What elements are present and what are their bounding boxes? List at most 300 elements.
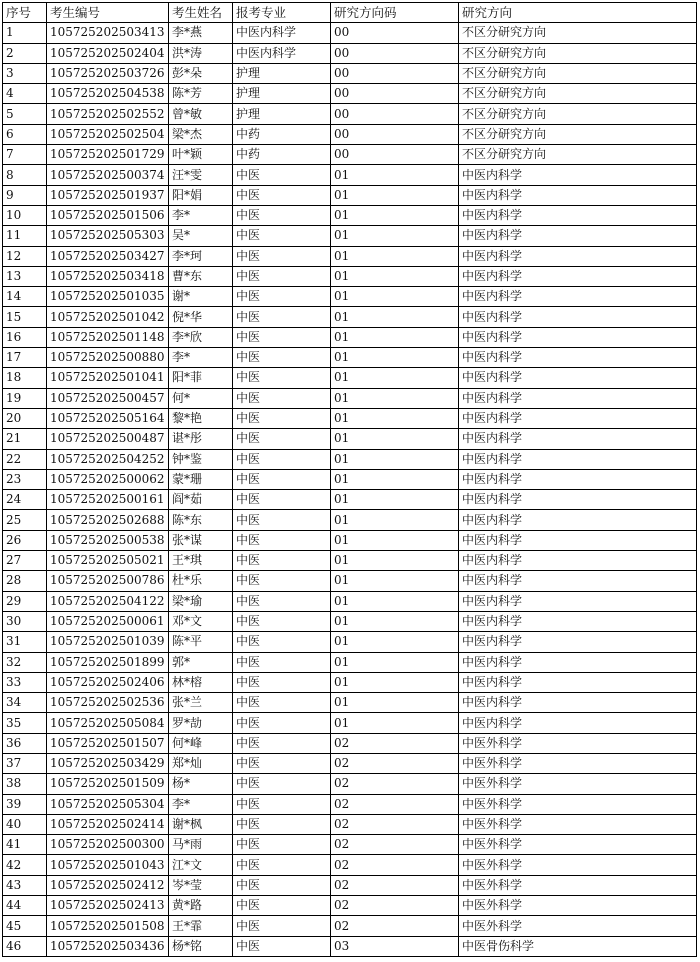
major-cell: 中医 <box>233 408 331 428</box>
direction-code-cell: 01 <box>331 388 459 408</box>
table-row <box>3 611 697 631</box>
direction-cell: 不区分研究方向 <box>459 124 697 144</box>
direction-cell: 中医内科学 <box>459 307 697 327</box>
direction-cell: 不区分研究方向 <box>459 104 697 124</box>
direction-cell: 不区分研究方向 <box>459 43 697 63</box>
major-cell: 中医 <box>233 530 331 550</box>
candidate-name-cell: 岑*莹 <box>169 875 233 895</box>
direction-cell: 中医内科学 <box>459 693 697 713</box>
direction-code-cell: 01 <box>331 469 459 489</box>
major-cell: 中医 <box>233 733 331 753</box>
candidate-id-cell: 105725202502404 <box>47 43 169 63</box>
serial-cell: 6 <box>3 124 47 144</box>
candidate-id-cell: 105725202503413 <box>47 23 169 43</box>
major-cell: 中医 <box>233 611 331 631</box>
serial-cell: 32 <box>3 652 47 672</box>
serial-cell: 16 <box>3 327 47 347</box>
serial-cell: 22 <box>3 449 47 469</box>
candidate-id-cell: 105725202500374 <box>47 165 169 185</box>
direction-cell: 中医内科学 <box>459 530 697 550</box>
header-cell-candidate-id: 考生编号 <box>47 3 169 23</box>
major-cell: 中医 <box>233 205 331 225</box>
candidate-name-cell: 李* <box>169 348 233 368</box>
serial-cell: 3 <box>3 63 47 83</box>
serial-cell: 33 <box>3 672 47 692</box>
direction-code-cell: 02 <box>331 774 459 794</box>
serial-cell: 43 <box>3 875 47 895</box>
major-cell: 中医 <box>233 652 331 672</box>
serial-cell: 23 <box>3 469 47 489</box>
candidate-name-cell: 李*燕 <box>169 23 233 43</box>
table-row <box>3 368 697 388</box>
direction-cell: 中医外科学 <box>459 875 697 895</box>
direction-cell: 中医内科学 <box>459 368 697 388</box>
table-row <box>3 287 697 307</box>
major-cell: 中医 <box>233 774 331 794</box>
table-row <box>3 226 697 246</box>
serial-cell: 12 <box>3 246 47 266</box>
direction-cell: 中医外科学 <box>459 896 697 916</box>
candidate-id-cell: 105725202505084 <box>47 713 169 733</box>
direction-code-cell: 03 <box>331 936 459 956</box>
direction-cell: 不区分研究方向 <box>459 84 697 104</box>
candidate-id-cell: 105725202502413 <box>47 896 169 916</box>
serial-cell: 27 <box>3 551 47 571</box>
direction-code-cell: 02 <box>331 835 459 855</box>
major-cell: 中医内科学 <box>233 43 331 63</box>
candidate-name-cell: 曹*东 <box>169 266 233 286</box>
serial-cell: 17 <box>3 348 47 368</box>
major-cell: 中医 <box>233 510 331 530</box>
serial-cell: 39 <box>3 794 47 814</box>
serial-cell: 28 <box>3 571 47 591</box>
header-cell-serial: 序号 <box>3 3 47 23</box>
table-row <box>3 388 697 408</box>
candidate-id-cell: 105725202500300 <box>47 835 169 855</box>
major-cell: 护理 <box>233 63 331 83</box>
candidate-name-cell: 邓*文 <box>169 611 233 631</box>
candidate-id-cell: 105725202501899 <box>47 652 169 672</box>
direction-code-cell: 01 <box>331 348 459 368</box>
serial-cell: 45 <box>3 916 47 936</box>
serial-cell: 4 <box>3 84 47 104</box>
candidate-id-cell: 105725202502412 <box>47 875 169 895</box>
direction-cell: 中医内科学 <box>459 469 697 489</box>
serial-cell: 8 <box>3 165 47 185</box>
candidate-id-cell: 105725202501148 <box>47 327 169 347</box>
major-cell: 中医 <box>233 551 331 571</box>
direction-cell: 中医外科学 <box>459 794 697 814</box>
candidate-name-cell: 马*雨 <box>169 835 233 855</box>
direction-code-cell: 00 <box>331 63 459 83</box>
major-cell: 中医 <box>233 490 331 510</box>
candidate-id-cell: 105725202502688 <box>47 510 169 530</box>
major-cell: 中医内科学 <box>233 23 331 43</box>
serial-cell: 10 <box>3 205 47 225</box>
serial-cell: 29 <box>3 591 47 611</box>
candidate-id-cell: 105725202500880 <box>47 348 169 368</box>
direction-code-cell: 01 <box>331 449 459 469</box>
direction-code-cell: 00 <box>331 145 459 165</box>
major-cell: 中医 <box>233 916 331 936</box>
direction-cell: 中医内科学 <box>459 490 697 510</box>
serial-cell: 38 <box>3 774 47 794</box>
table-row <box>3 429 697 449</box>
direction-cell: 中医内科学 <box>459 571 697 591</box>
candidate-name-cell: 钟*鉴 <box>169 449 233 469</box>
major-cell: 护理 <box>233 84 331 104</box>
table-row <box>3 63 697 83</box>
serial-cell: 9 <box>3 185 47 205</box>
table-row <box>3 348 697 368</box>
direction-code-cell: 02 <box>331 916 459 936</box>
major-cell: 中医 <box>233 672 331 692</box>
table-body <box>3 23 697 957</box>
direction-code-cell: 01 <box>331 652 459 672</box>
candidate-name-cell: 李*珂 <box>169 246 233 266</box>
candidate-id-cell: 105725202501039 <box>47 632 169 652</box>
direction-cell: 中医内科学 <box>459 348 697 368</box>
candidate-id-cell: 105725202501509 <box>47 774 169 794</box>
direction-code-cell: 01 <box>331 693 459 713</box>
direction-cell: 中医内科学 <box>459 632 697 652</box>
major-cell: 中医 <box>233 449 331 469</box>
major-cell: 中医 <box>233 388 331 408</box>
candidate-id-cell: 105725202501508 <box>47 916 169 936</box>
major-cell: 中医 <box>233 307 331 327</box>
table-row <box>3 23 697 43</box>
major-cell: 中医 <box>233 226 331 246</box>
major-cell: 中医 <box>233 327 331 347</box>
candidate-id-cell: 105725202500487 <box>47 429 169 449</box>
direction-code-cell: 01 <box>331 429 459 449</box>
candidate-id-cell: 105725202501937 <box>47 185 169 205</box>
direction-cell: 中医内科学 <box>459 510 697 530</box>
serial-cell: 37 <box>3 753 47 773</box>
candidate-name-cell: 谢*枫 <box>169 814 233 834</box>
table-row <box>3 591 697 611</box>
direction-cell: 中医内科学 <box>459 246 697 266</box>
direction-code-cell: 01 <box>331 205 459 225</box>
candidate-name-cell: 江*文 <box>169 855 233 875</box>
candidate-name-cell: 曾*敏 <box>169 104 233 124</box>
table-row <box>3 814 697 834</box>
direction-cell: 中医外科学 <box>459 814 697 834</box>
major-cell: 中医 <box>233 835 331 855</box>
candidate-name-cell: 阳*娟 <box>169 185 233 205</box>
serial-cell: 30 <box>3 611 47 631</box>
table-row <box>3 165 697 185</box>
candidate-id-cell: 105725202500061 <box>47 611 169 631</box>
candidate-name-cell: 李* <box>169 205 233 225</box>
serial-cell: 46 <box>3 936 47 956</box>
direction-cell: 中医内科学 <box>459 611 697 631</box>
candidate-id-cell: 105725202501043 <box>47 855 169 875</box>
direction-code-cell: 01 <box>331 307 459 327</box>
direction-code-cell: 00 <box>331 104 459 124</box>
table-row <box>3 205 697 225</box>
candidate-name-cell: 王*霏 <box>169 916 233 936</box>
table-row <box>3 753 697 773</box>
table-row <box>3 327 697 347</box>
candidate-name-cell: 杨*铭 <box>169 936 233 956</box>
direction-cell: 中医外科学 <box>459 774 697 794</box>
candidate-id-cell: 105725202500062 <box>47 469 169 489</box>
serial-cell: 15 <box>3 307 47 327</box>
major-cell: 中医 <box>233 348 331 368</box>
candidate-name-cell: 张*谋 <box>169 530 233 550</box>
direction-cell: 中医内科学 <box>459 205 697 225</box>
table-row <box>3 449 697 469</box>
serial-cell: 5 <box>3 104 47 124</box>
table-row <box>3 490 697 510</box>
direction-code-cell: 02 <box>331 896 459 916</box>
candidate-name-cell: 陈*东 <box>169 510 233 530</box>
serial-cell: 26 <box>3 530 47 550</box>
direction-cell: 中医内科学 <box>459 388 697 408</box>
direction-cell: 中医骨伤科学 <box>459 936 697 956</box>
direction-code-cell: 01 <box>331 165 459 185</box>
candidate-id-cell: 105725202503436 <box>47 936 169 956</box>
candidate-name-cell: 叶*颖 <box>169 145 233 165</box>
major-cell: 中药 <box>233 124 331 144</box>
candidate-name-cell: 李*欣 <box>169 327 233 347</box>
candidate-name-cell: 黎*艳 <box>169 408 233 428</box>
candidate-id-cell: 105725202501041 <box>47 368 169 388</box>
candidate-name-cell: 彭*朵 <box>169 63 233 83</box>
candidate-id-cell: 105725202502406 <box>47 672 169 692</box>
table-row <box>3 713 697 733</box>
candidate-id-cell: 105725202501729 <box>47 145 169 165</box>
table-row <box>3 124 697 144</box>
serial-cell: 40 <box>3 814 47 834</box>
candidate-id-cell: 105725202503418 <box>47 266 169 286</box>
candidate-name-cell: 罗*劼 <box>169 713 233 733</box>
major-cell: 中医 <box>233 875 331 895</box>
candidate-id-cell: 105725202504252 <box>47 449 169 469</box>
direction-cell: 中医外科学 <box>459 835 697 855</box>
table-row <box>3 855 697 875</box>
candidate-id-cell: 105725202502504 <box>47 124 169 144</box>
serial-cell: 41 <box>3 835 47 855</box>
table-row <box>3 774 697 794</box>
serial-cell: 42 <box>3 855 47 875</box>
candidate-name-cell: 杨* <box>169 774 233 794</box>
direction-code-cell: 00 <box>331 124 459 144</box>
serial-cell: 1 <box>3 23 47 43</box>
candidate-id-cell: 105725202501035 <box>47 287 169 307</box>
candidate-name-cell: 阎*茹 <box>169 490 233 510</box>
table-row <box>3 266 697 286</box>
candidate-name-cell: 梁*瑜 <box>169 591 233 611</box>
serial-cell: 13 <box>3 266 47 286</box>
serial-cell: 35 <box>3 713 47 733</box>
direction-code-cell: 01 <box>331 551 459 571</box>
serial-cell: 18 <box>3 368 47 388</box>
major-cell: 中药 <box>233 145 331 165</box>
direction-code-cell: 01 <box>331 490 459 510</box>
candidate-name-cell: 李* <box>169 794 233 814</box>
table-row <box>3 469 697 489</box>
direction-cell: 中医内科学 <box>459 713 697 733</box>
table-row <box>3 693 697 713</box>
direction-code-cell: 02 <box>331 753 459 773</box>
admission-table <box>2 2 697 957</box>
table-row <box>3 185 697 205</box>
direction-code-cell: 01 <box>331 185 459 205</box>
table-row <box>3 916 697 936</box>
direction-cell: 中医内科学 <box>459 165 697 185</box>
major-cell: 中医 <box>233 185 331 205</box>
major-cell: 中医 <box>233 429 331 449</box>
direction-cell: 中医外科学 <box>459 916 697 936</box>
header-cell-major: 报考专业 <box>233 3 331 23</box>
direction-code-cell: 01 <box>331 266 459 286</box>
direction-cell: 中医内科学 <box>459 408 697 428</box>
candidate-name-cell: 倪*华 <box>169 307 233 327</box>
major-cell: 护理 <box>233 104 331 124</box>
candidate-id-cell: 105725202503726 <box>47 63 169 83</box>
direction-cell: 中医内科学 <box>459 226 697 246</box>
candidate-id-cell: 105725202500786 <box>47 571 169 591</box>
direction-code-cell: 01 <box>331 530 459 550</box>
candidate-name-cell: 杜*乐 <box>169 571 233 591</box>
major-cell: 中医 <box>233 693 331 713</box>
direction-code-cell: 02 <box>331 875 459 895</box>
major-cell: 中医 <box>233 814 331 834</box>
serial-cell: 7 <box>3 145 47 165</box>
direction-code-cell: 01 <box>331 226 459 246</box>
direction-code-cell: 01 <box>331 327 459 347</box>
major-cell: 中医 <box>233 368 331 388</box>
candidate-id-cell: 105725202500457 <box>47 388 169 408</box>
candidate-id-cell: 105725202505303 <box>47 226 169 246</box>
major-cell: 中医 <box>233 713 331 733</box>
candidate-id-cell: 105725202502552 <box>47 104 169 124</box>
table-row <box>3 875 697 895</box>
direction-code-cell: 01 <box>331 591 459 611</box>
major-cell: 中医 <box>233 632 331 652</box>
candidate-name-cell: 阳*菲 <box>169 368 233 388</box>
candidate-name-cell: 谢* <box>169 287 233 307</box>
direction-code-cell: 01 <box>331 611 459 631</box>
major-cell: 中医 <box>233 287 331 307</box>
direction-cell: 中医内科学 <box>459 672 697 692</box>
major-cell: 中医 <box>233 469 331 489</box>
candidate-name-cell: 梁*杰 <box>169 124 233 144</box>
serial-cell: 2 <box>3 43 47 63</box>
table-row <box>3 408 697 428</box>
table-row <box>3 936 697 956</box>
direction-code-cell: 01 <box>331 571 459 591</box>
direction-code-cell: 01 <box>331 510 459 530</box>
table-row <box>3 43 697 63</box>
major-cell: 中医 <box>233 794 331 814</box>
serial-cell: 21 <box>3 429 47 449</box>
candidate-id-cell: 105725202505164 <box>47 408 169 428</box>
table-row <box>3 104 697 124</box>
direction-cell: 中医内科学 <box>459 266 697 286</box>
candidate-id-cell: 105725202501042 <box>47 307 169 327</box>
major-cell: 中医 <box>233 246 331 266</box>
candidate-id-cell: 105725202504538 <box>47 84 169 104</box>
direction-cell: 中医内科学 <box>459 551 697 571</box>
header-cell-direction: 研究方向 <box>459 3 697 23</box>
direction-cell: 中医内科学 <box>459 185 697 205</box>
serial-cell: 31 <box>3 632 47 652</box>
major-cell: 中医 <box>233 936 331 956</box>
direction-cell: 中医内科学 <box>459 591 697 611</box>
direction-code-cell: 01 <box>331 632 459 652</box>
direction-code-cell: 01 <box>331 287 459 307</box>
table-row <box>3 835 697 855</box>
table-row <box>3 733 697 753</box>
candidate-name-cell: 汪*雯 <box>169 165 233 185</box>
candidate-id-cell: 105725202504122 <box>47 591 169 611</box>
candidate-id-cell: 105725202505021 <box>47 551 169 571</box>
candidate-name-cell: 何* <box>169 388 233 408</box>
direction-cell: 中医内科学 <box>459 652 697 672</box>
candidate-name-cell: 郭* <box>169 652 233 672</box>
candidate-name-cell: 谌*彤 <box>169 429 233 449</box>
table-row <box>3 530 697 550</box>
major-cell: 中医 <box>233 571 331 591</box>
direction-cell: 中医外科学 <box>459 733 697 753</box>
major-cell: 中医 <box>233 896 331 916</box>
serial-cell: 20 <box>3 408 47 428</box>
direction-code-cell: 02 <box>331 855 459 875</box>
direction-code-cell: 00 <box>331 43 459 63</box>
major-cell: 中医 <box>233 753 331 773</box>
candidate-id-cell: 105725202502536 <box>47 693 169 713</box>
table-row <box>3 145 697 165</box>
direction-cell: 中医外科学 <box>459 753 697 773</box>
direction-cell: 中医内科学 <box>459 449 697 469</box>
candidate-name-cell: 王*琪 <box>169 551 233 571</box>
candidate-id-cell: 105725202500161 <box>47 490 169 510</box>
candidate-name-cell: 郑*灿 <box>169 753 233 773</box>
major-cell: 中医 <box>233 266 331 286</box>
candidate-id-cell: 105725202501507 <box>47 733 169 753</box>
direction-code-cell: 02 <box>331 733 459 753</box>
table-row <box>3 571 697 591</box>
candidate-id-cell: 105725202503427 <box>47 246 169 266</box>
table-header <box>3 3 697 23</box>
direction-code-cell: 01 <box>331 672 459 692</box>
header-row <box>3 3 697 23</box>
direction-code-cell: 02 <box>331 794 459 814</box>
direction-code-cell: 00 <box>331 84 459 104</box>
table-row <box>3 794 697 814</box>
serial-cell: 36 <box>3 733 47 753</box>
table-row <box>3 652 697 672</box>
direction-code-cell: 01 <box>331 368 459 388</box>
candidate-name-cell: 吴* <box>169 226 233 246</box>
candidate-name-cell: 黄*路 <box>169 896 233 916</box>
major-cell: 中医 <box>233 591 331 611</box>
serial-cell: 19 <box>3 388 47 408</box>
table-row <box>3 246 697 266</box>
direction-cell: 不区分研究方向 <box>459 63 697 83</box>
direction-code-cell: 00 <box>331 23 459 43</box>
candidate-name-cell: 陈*平 <box>169 632 233 652</box>
serial-cell: 24 <box>3 490 47 510</box>
direction-cell: 不区分研究方向 <box>459 23 697 43</box>
major-cell: 中医 <box>233 855 331 875</box>
table-row <box>3 84 697 104</box>
candidate-name-cell: 张*兰 <box>169 693 233 713</box>
candidate-id-cell: 105725202505304 <box>47 794 169 814</box>
